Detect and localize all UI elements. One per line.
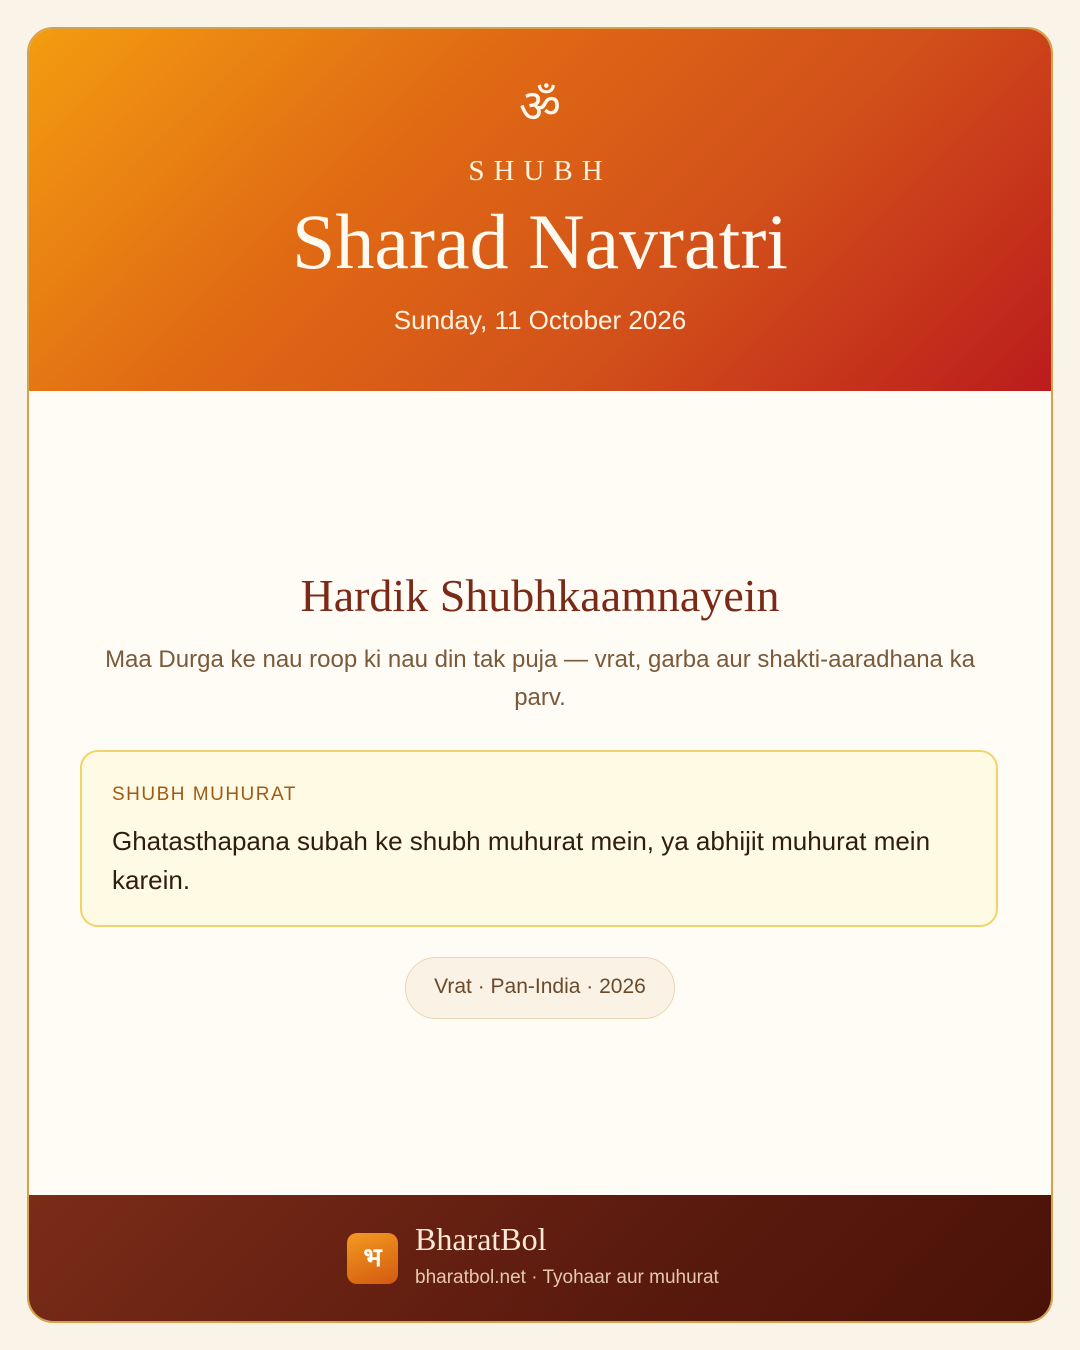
om-icon: ॐ bbox=[519, 79, 561, 133]
brand-name: BharatBol bbox=[415, 1221, 547, 1257]
card-header bbox=[29, 29, 1051, 391]
header-eyebrow: SHUBH bbox=[468, 155, 612, 187]
muhurat-text: Ghatasthapana subah ke shubh muhurat mein, ya abhijit muhurat mein karein. bbox=[112, 826, 931, 895]
brand-tagline: bharatbol.net · Tyohaar aur muhurat bbox=[415, 1267, 719, 1288]
festival-date: Sunday, 11 October 2026 bbox=[393, 305, 687, 335]
muhurat-box bbox=[80, 750, 998, 927]
tags-pill: Vrat · Pan-India · 2026 bbox=[405, 957, 675, 1019]
greeting-card bbox=[27, 27, 1053, 1323]
muhurat-label: SHUBH MUHURAT bbox=[112, 784, 297, 805]
card-footer bbox=[29, 1195, 1051, 1321]
brand-logo-icon: भ bbox=[347, 1233, 398, 1284]
festival-description: Maa Durga ke nau roop ki nau din tak puja — vrat, garba aur shakti-aaradhana ka parv. bbox=[105, 646, 975, 711]
greeting-heading: Hardik Shubhkaamnayein bbox=[300, 570, 780, 621]
festival-title: Sharad Navratri bbox=[292, 198, 788, 285]
